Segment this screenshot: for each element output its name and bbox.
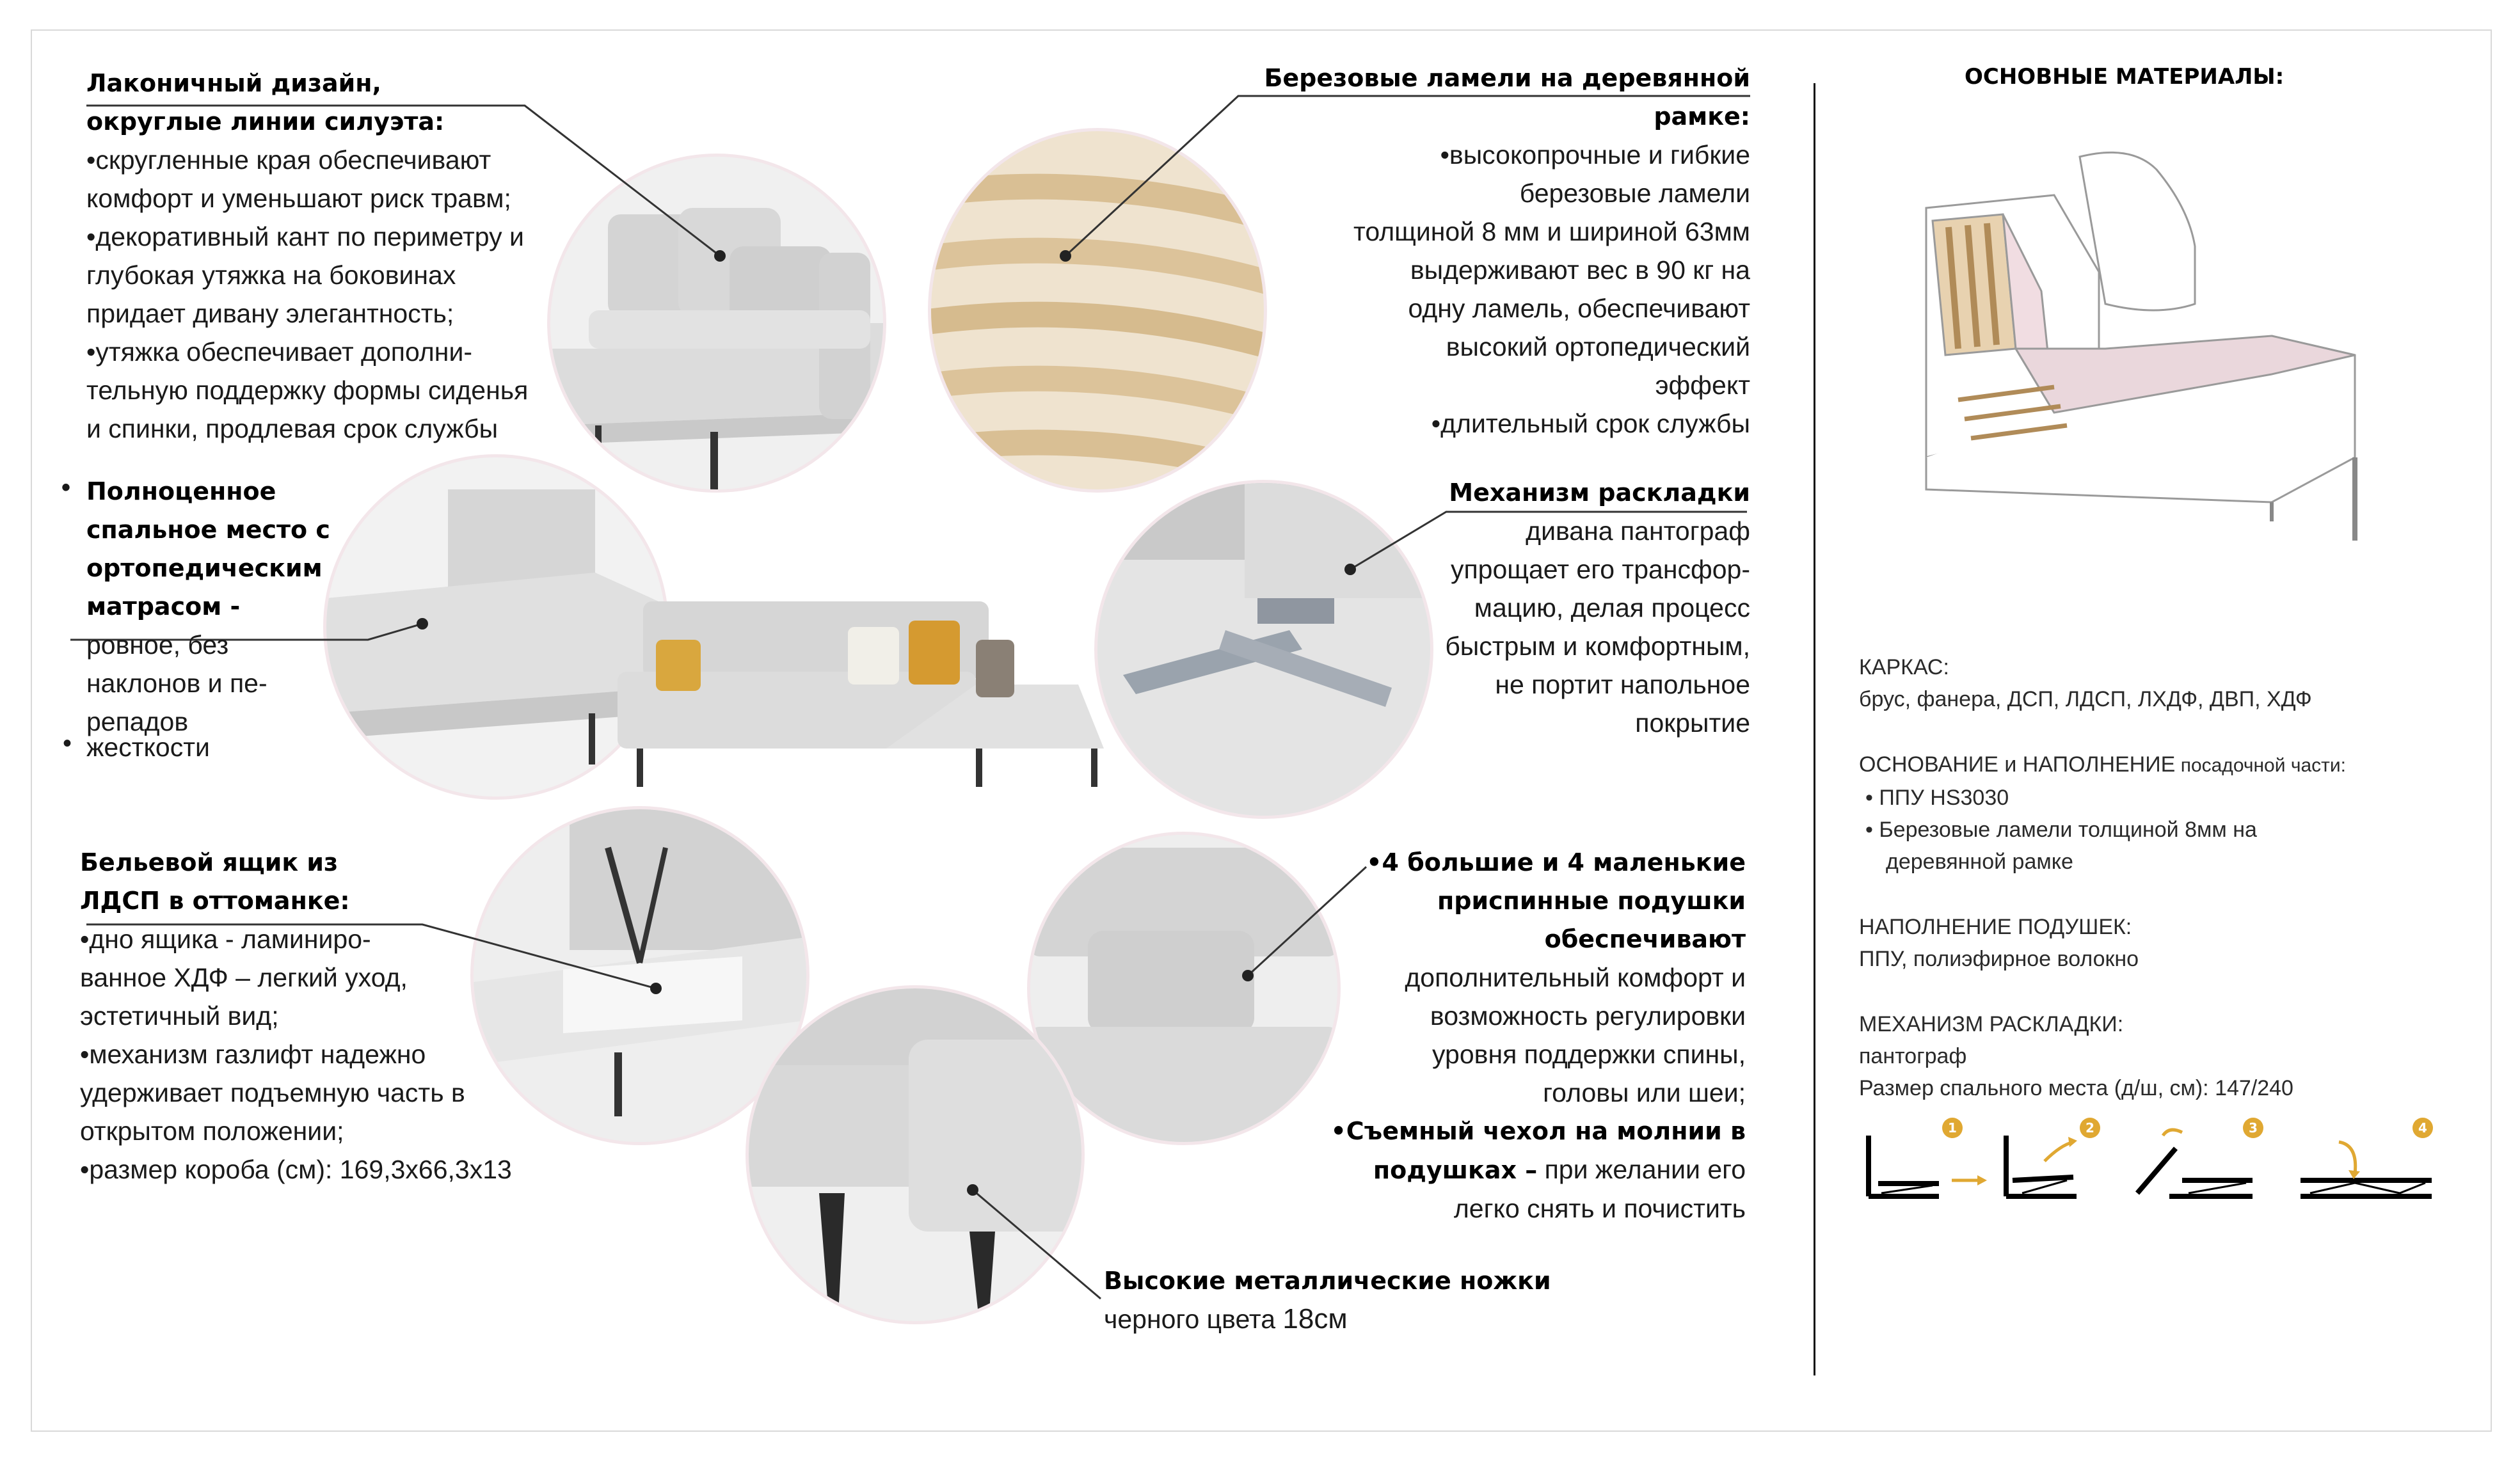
- legs-image: [746, 985, 1085, 1324]
- box-block: [80, 843, 512, 1189]
- box-title-1: Бельевой ящик из: [80, 848, 339, 876]
- cover-title: •Съемный чехол на молнии в: [1330, 1117, 1746, 1145]
- pillows-block: [1331, 843, 1746, 1228]
- box-title-2: ЛДСП в оттоманке:: [80, 887, 350, 915]
- pillow-label: НАПОЛНЕНИЕ ПОДУШЕК:: [1859, 915, 2132, 939]
- sleep-line: ровное, без: [86, 630, 229, 660]
- sleep-title: ортопедическим: [86, 554, 323, 582]
- mechanism-block: [1445, 473, 1750, 742]
- slats-line: выдерживают вес в 90 кг на: [1410, 255, 1750, 285]
- sleep-line: наклонов и пе-: [86, 669, 267, 698]
- step-2-badge: 2: [2080, 1118, 2100, 1138]
- design-line: •утяжка обеспечивает дополни-: [86, 337, 473, 367]
- design-title-1: Лаконичный дизайн,: [86, 69, 381, 97]
- design-line: глубокая утяжка на боковинах: [86, 260, 456, 290]
- slats-block: [1264, 59, 1750, 443]
- pillows-line: возможность регулировки: [1430, 1001, 1746, 1031]
- pillows-title: обеспечивают: [1544, 925, 1746, 953]
- mech-value: пантограф: [1859, 1044, 1967, 1068]
- pillows-title: •4 большие и 4 маленькие: [1366, 848, 1746, 876]
- sleep-size: Размер спального места (д/ш, см): 147/240: [1859, 1076, 2293, 1100]
- cover-last: легко снять и почистить: [1453, 1194, 1746, 1223]
- armchair-section-image: [1913, 144, 2374, 553]
- legs-block: [1104, 1262, 1551, 1338]
- sleep-title: матрасом -: [86, 592, 241, 621]
- slats-line: эффект: [1655, 370, 1750, 400]
- mechanism-line: дивана пантограф: [1526, 516, 1750, 546]
- base-item-cont: деревянной рамке: [1886, 850, 2073, 874]
- box-line: удерживает подъемную часть в: [80, 1078, 465, 1107]
- box-line: ванное ХДФ – легкий уход,: [80, 963, 408, 992]
- box-line: •размер короба (см): 169,3х66,3х13: [80, 1155, 512, 1184]
- sleep-title: спальное место с: [86, 516, 330, 544]
- sleep-line: репадов: [86, 707, 189, 736]
- column-divider: [1814, 83, 1815, 1375]
- transformation-steps: [1862, 1116, 2438, 1219]
- pillows-line: дополнительный комфорт и: [1405, 963, 1746, 992]
- mech-label: МЕХАНИЗМ РАСКЛАДКИ:: [1859, 1012, 2124, 1036]
- sleep-block: [86, 472, 330, 741]
- frame-label: КАРКАС:: [1859, 655, 1949, 679]
- slats-line: толщиной 8 мм и шириной 63мм: [1353, 217, 1750, 246]
- box-line: открытом положении;: [80, 1116, 344, 1146]
- base-item: • Березовые ламели толщиной 8мм на: [1865, 818, 2257, 842]
- pillows-title: приспинные подушки: [1437, 887, 1746, 915]
- sleep-title: Полноценное: [86, 477, 276, 505]
- pillows-line: головы или шеи;: [1543, 1078, 1746, 1107]
- mechanism-title: Механизм раскладки: [1449, 479, 1750, 507]
- design-title-2: округлые линии силуэта:: [86, 107, 445, 136]
- box-line: •механизм газлифт надежно: [80, 1040, 426, 1069]
- pillow-value: ППУ, полиэфирное волокно: [1859, 947, 2139, 971]
- box-line: •дно ящика - ламиниро-: [80, 924, 371, 954]
- sofa-main-image: [618, 576, 1110, 793]
- pillows-line: уровня поддержки спины,: [1432, 1040, 1746, 1069]
- mechanism-line: мацию, делая процесс: [1474, 593, 1750, 622]
- step-1-badge: 1: [1942, 1118, 1963, 1138]
- base-label: ОСНОВАНИЕ и НАПОЛНЕНИЕ посадочной части:: [1859, 752, 2346, 777]
- sleep-bullet-2: •: [63, 729, 72, 757]
- step-4-badge: 4: [2412, 1118, 2433, 1138]
- slats-title-2: рамке:: [1654, 102, 1750, 131]
- mechanism-line: упрощает его трансфор-: [1450, 555, 1750, 584]
- slats-line: высокий ортопедический: [1446, 332, 1750, 361]
- slats-line: •высокопрочные и гибкие: [1440, 140, 1750, 170]
- design-line: тельную поддержку формы сиденья: [86, 376, 529, 405]
- design-line: комфорт и уменьшают риск травм;: [86, 184, 511, 213]
- design-line: •декоративный кант по периметру и: [86, 222, 524, 251]
- sleep-last: жесткости: [86, 733, 210, 762]
- mechanism-line: покрытие: [1635, 708, 1750, 738]
- legs-text: черного цвета 18см: [1104, 1303, 1348, 1335]
- slats-line: одну ламель, обеспечивают: [1408, 294, 1750, 323]
- sleeping-place-image: [323, 454, 669, 800]
- design-line: и спинки, продлевая срок службы: [86, 414, 498, 443]
- mechanism-line: не портит напольное: [1495, 670, 1750, 699]
- sleep-bullet: •: [61, 473, 71, 502]
- slats-line: •длительный срок службы: [1431, 409, 1750, 438]
- base-item: • ППУ HS3030: [1865, 786, 2009, 810]
- materials-list: [1859, 651, 2346, 1104]
- design-line: •скругленные края обеспечивают: [86, 145, 491, 175]
- cover-line-2: подушках – при желании его: [1373, 1155, 1746, 1184]
- slats-line: березовые ламели: [1519, 178, 1750, 208]
- mechanism-line: быстрым и комфортным,: [1445, 631, 1750, 661]
- design-detail-image: [547, 154, 886, 493]
- legs-title: Высокие металлические ножки: [1104, 1267, 1551, 1295]
- box-line: эстетичный вид;: [80, 1001, 279, 1031]
- mechanism-image: [1094, 480, 1433, 819]
- birch-slats-image: [928, 128, 1267, 493]
- step-3-badge: 3: [2243, 1118, 2263, 1138]
- materials-heading: ОСНОВНЫЕ МАТЕРИАЛЫ:: [1965, 64, 2285, 90]
- slats-title-1: Березовые ламели на деревянной: [1264, 64, 1750, 92]
- design-line: придает дивану элегантность;: [86, 299, 454, 328]
- design-block: [86, 64, 528, 448]
- frame-value: брус, фанера, ДСП, ЛДСП, ЛХДФ, ДВП, ХДФ: [1859, 687, 2312, 711]
